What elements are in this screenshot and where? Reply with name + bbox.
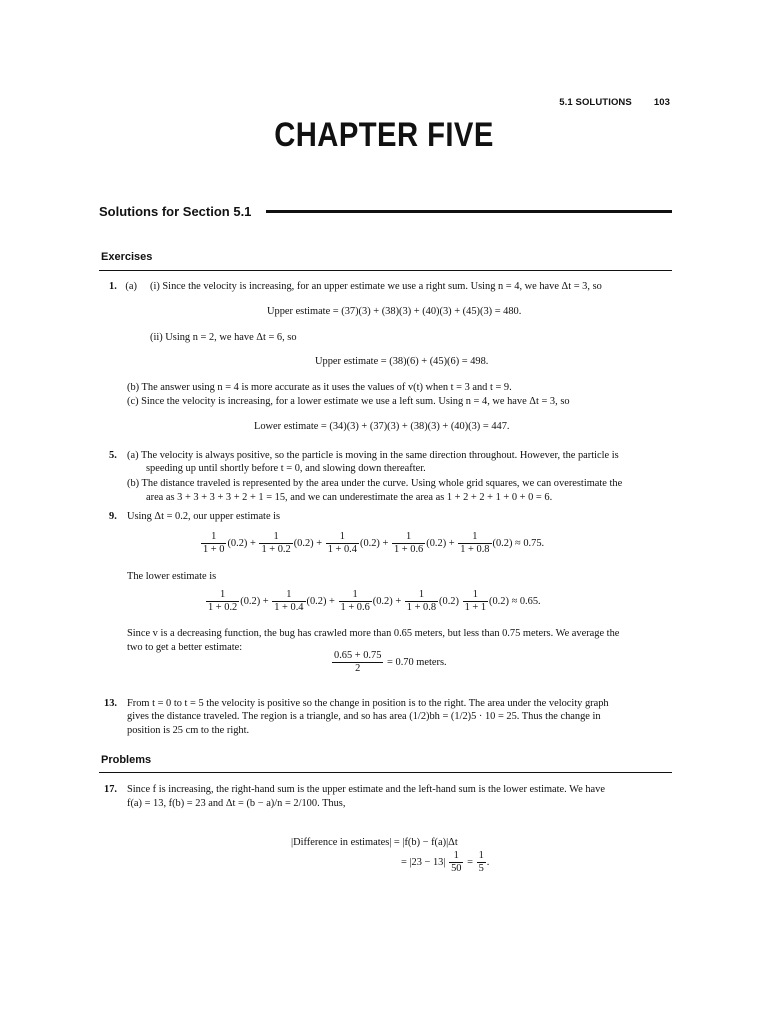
ex5-part-a-line1: (a) The velocity is always positive, so the particle is moving in the same direction throughout. However, the particle is xyxy=(127,450,619,461)
fraction: $\frac{0.65 + 0.75}{2}$ xyxy=(334,650,382,674)
fraction: $\frac{1}{1 + 0}$ xyxy=(203,531,225,555)
fraction: $\frac{1}{1 + 0.8}$ xyxy=(460,531,490,555)
ex13-line3: position is 25 cm to the right. xyxy=(127,725,250,736)
ex9-upper-sum: $\frac{1}{1 + 0}$ (0.2) + $\frac{1}{1 + 0.2}$ (0.2) + $\frac{1}{1 + 0.4}$ (0.2) + $\frac{1}{1 + 0.6}$ (0.2) + $\frac{1}{1 + 0.8}$ (0.2) ≈ 0.75. xyxy=(203,531,545,555)
fraction: $\frac{1}{1 + 0.4}$ xyxy=(274,589,304,613)
ex13-line2: gives the distance traveled. The region is a triangle, and so has area (1/2)bh = (1/2)5 · 10 = 25. Thus the change in xyxy=(127,711,601,722)
fraction: $\frac{1}{1 + 0.2}$ xyxy=(261,531,291,555)
chapter-title: CHAPTER FIVE xyxy=(274,116,494,154)
section-title: Solutions for Section 5.1 xyxy=(99,204,252,219)
prob17-equation-2: = |23 − 13| $\frac{1}{50}$ = $\frac{1}{5}$ . xyxy=(401,850,490,874)
ex5-part-b-line1: (b) The distance traveled is represented by the area under the curve. Using whole grid squares, we can overestimate the xyxy=(127,478,623,489)
ex1-equation-3: Lower estimate = (34)(3) + (37)(3) + (38)(3) + (40)(3) = 447. xyxy=(254,421,510,432)
prob17-line1: Since f is increasing, the right-hand sum is the upper estimate and the left-hand sum is the lower estimate. We have xyxy=(127,784,605,795)
ex1-equation-2: Upper estimate = (38)(6) + (45)(6) = 498. xyxy=(315,356,489,367)
fraction: $\frac{1}{5}$ xyxy=(478,850,484,874)
fraction: $\frac{1}{1 + 0.6}$ xyxy=(340,589,370,613)
exercise-number: 13. xyxy=(104,698,117,709)
ex1-equation-1: Upper estimate = (37)(3) + (38)(3) + (40)(3) + (45)(3) = 480. xyxy=(267,306,522,317)
page-number: 103 xyxy=(653,97,670,108)
ex9-intro: Using Δt = 0.2, our upper estimate is xyxy=(127,511,281,522)
exercise-number: 1. xyxy=(109,281,117,292)
part-label: (a) xyxy=(125,281,137,292)
ex9-average: $\frac{0.65 + 0.75}{2}$ = 0.70 meters. xyxy=(334,650,447,674)
ex1-part-a-ii: (ii) Using n = 2, we have Δt = 6, so xyxy=(150,332,297,343)
prob17-line2: f(a) = 13, f(b) = 23 and Δt = (b − a)/n = 2/100. Thus, xyxy=(127,798,346,809)
fraction: $\frac{1}{1 + 0.8}$ xyxy=(406,589,437,613)
ex5-part-b-line2: area as 3 + 3 + 3 + 3 + 2 + 1 = 15, and we can underestimate the area as 1 + 2 + 2 + 1 + 0 + 0 = 6. xyxy=(146,492,553,503)
header-section: 5.1 SOLUTIONS xyxy=(559,97,632,108)
ex9-conclusion-line2: two to get a better estimate: xyxy=(127,642,243,653)
ex9-conclusion-line1: Since v is a decreasing function, the bug has crawled more than 0.65 meters, but less than 0.75 meters. We average the xyxy=(127,628,620,639)
prob17-equation-1: |Difference in estimates| = |f(b) − f(a)|Δt xyxy=(291,837,458,848)
section-rule xyxy=(266,210,672,213)
exercise-number: 17. xyxy=(104,784,117,795)
exercises-rule xyxy=(99,270,672,271)
ex9-lower-sum: $\frac{1}{1 + 0.2}$ (0.2) + $\frac{1}{1 + 0.4}$ (0.2) + $\frac{1}{1 + 0.6}$ (0.2) + $\frac{1}{1 + 0.8}$ (0.2) $\frac{1}{1 + 1}$ (0.2) ≈ 0.65. xyxy=(208,589,541,613)
ex1-part-b: (b) The answer using n = 4 is more accurate as it uses the values of v(t) when t = 3 and t = 9. xyxy=(127,382,512,393)
fraction: $\frac{1}{1 + 0.4}$ xyxy=(327,531,357,555)
exercise-1 xyxy=(109,280,137,293)
exercise-number: 9. xyxy=(109,511,117,522)
ex5-part-a-line2: speeding up until shortly before t = 0, and slowing down thereafter. xyxy=(146,463,426,474)
ex1-part-a-i: (i) Since the velocity is increasing, for an upper estimate we use a right sum. Using n = 4, we have Δt = 3, so xyxy=(150,281,602,292)
problems-heading: Problems xyxy=(101,754,152,766)
exercise-number: 5. xyxy=(109,450,117,461)
fraction: $\frac{1}{50}$ xyxy=(451,850,462,874)
ex9-lower-intro: The lower estimate is xyxy=(127,571,217,582)
ex13-line1: From t = 0 to t = 5 the velocity is positive so the change in position is to the right. The area under the velocity graph xyxy=(127,698,609,709)
fraction: $\frac{1}{1 + 0.2}$ xyxy=(208,589,238,613)
exercises-heading: Exercises xyxy=(101,251,153,263)
problems-rule xyxy=(99,772,672,773)
ex1-part-c: (c) Since the velocity is increasing, for a lower estimate we use a left sum. Using n = 4, we have Δt = 3, so xyxy=(127,396,570,407)
running-header xyxy=(559,97,670,108)
fraction: $\frac{1}{1 + 1}$ xyxy=(464,589,487,613)
fraction: $\frac{1}{1 + 0.6}$ xyxy=(394,531,424,555)
